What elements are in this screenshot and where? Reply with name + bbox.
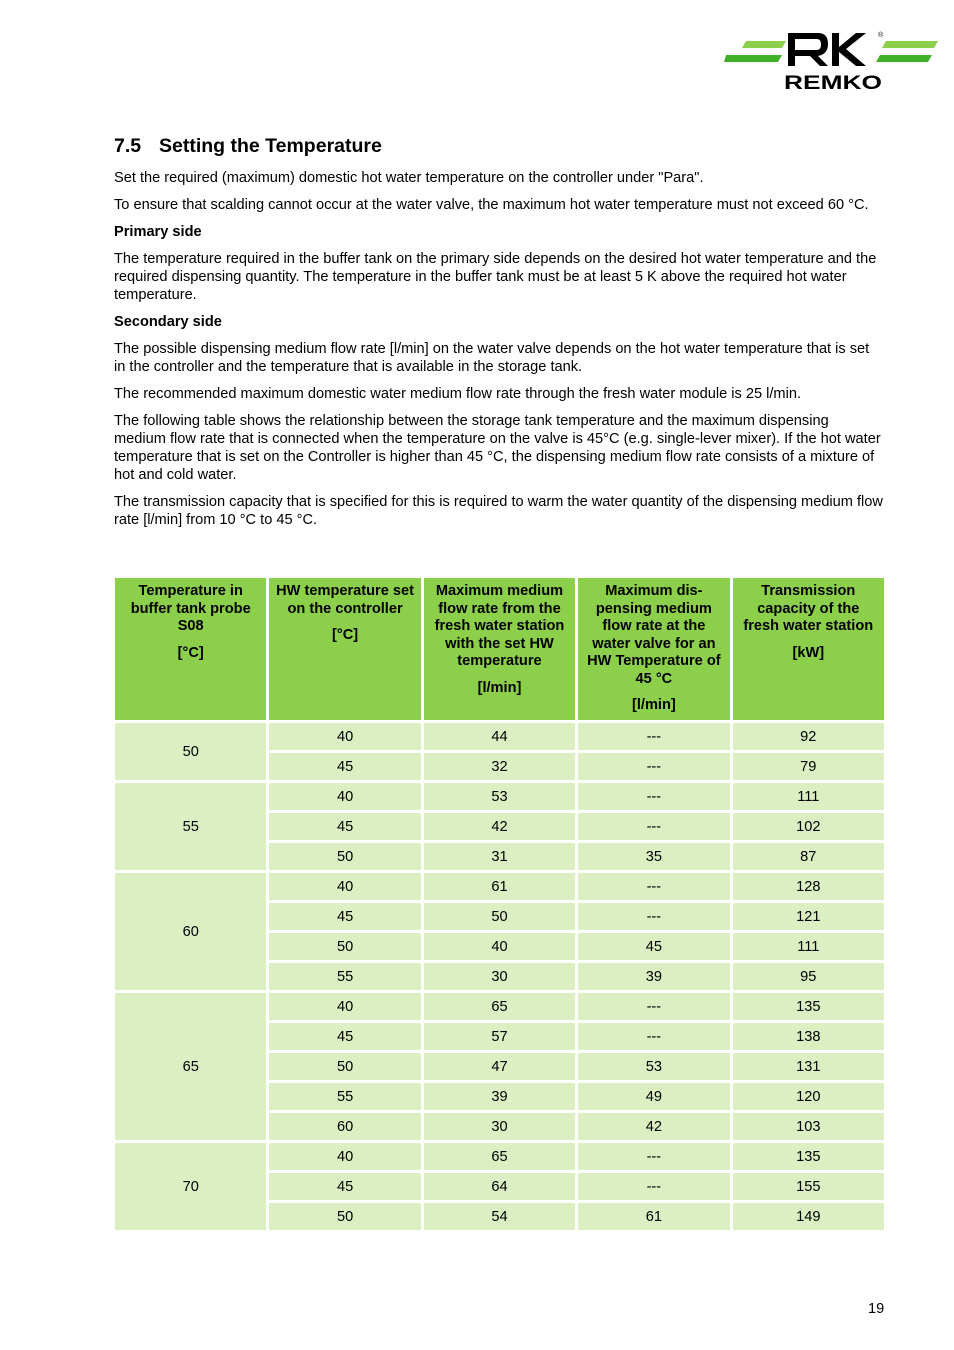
transmission-capacity-cell: 128: [733, 873, 884, 900]
hw-set-temperature-cell: 45: [269, 1023, 420, 1050]
header-label: Maximum dispensing medium flow rate at the water valve for an HW Temperature of 45 °C: [587, 583, 721, 687]
max-dispensing-flow-cell: ---: [578, 873, 729, 900]
transmission-capacity-cell: 138: [733, 1023, 884, 1050]
header-hw-set-temperature: [269, 578, 420, 720]
header-label: HW temperature set on the controller: [276, 583, 415, 617]
hw-set-temperature-cell: 45: [269, 753, 420, 780]
max-dispensing-flow-cell: 35: [578, 843, 729, 870]
logo-green-stripe-right-top: [882, 41, 938, 48]
hw-set-temperature-cell: 55: [269, 963, 420, 990]
hw-set-temperature-cell: 40: [269, 1143, 420, 1170]
max-flow-rate-cell: 39: [424, 1083, 575, 1110]
transmission-capacity-cell: 92: [733, 723, 884, 750]
remko-logo: [724, 28, 938, 94]
hw-set-temperature-cell: 45: [269, 903, 420, 930]
header-label: Temperature in buffer tank probe S08: [130, 583, 251, 634]
transmission-capacity-cell: 102: [733, 813, 884, 840]
max-flow-rate-cell: 30: [424, 1113, 575, 1140]
transmission-capacity-cell: 155: [733, 1173, 884, 1200]
max-dispensing-flow-cell: ---: [578, 1023, 729, 1050]
section-number: 7.5: [114, 135, 142, 157]
paragraph: Set the required (maximum) domestic hot water temperature on the controller under "Para".: [114, 170, 704, 186]
paragraph: The temperature required in the buffer tank on the primary side depends on the desired hot water temperature and the required dispensing quantity. The temperature in the buffer tank must be at least 5 K above the required hot water temperature.: [114, 251, 877, 303]
max-dispensing-flow-cell: ---: [578, 903, 729, 930]
max-dispensing-flow-cell: 42: [578, 1113, 729, 1140]
max-dispensing-flow-cell: 39: [578, 963, 729, 990]
max-flow-rate-cell: 50: [424, 903, 575, 930]
hw-set-temperature-cell: 40: [269, 873, 420, 900]
paragraph: The possible dispensing medium flow rate [l/min] on the water valve depends on the hot water temperature that is set in the controller and the temperature that is available in the storage tank.: [114, 341, 870, 375]
max-dispensing-flow-cell: ---: [578, 1173, 729, 1200]
transmission-capacity-cell: 95: [733, 963, 884, 990]
hw-set-temperature-cell: 50: [269, 933, 420, 960]
hw-set-temperature-cell: 55: [269, 1083, 420, 1110]
paragraph: The following table shows the relationship between the storage tank temperature and the maximum dispensing medium flow rate that is connected when the temperature on the valve is 45°C (e.g. single-lever mixer). If the hot water temperature that is set on the Controller is higher than 45 °C, the dispensing medium flow rate consists of a mixture of hot and cold water.: [114, 413, 881, 483]
buffer-temperature-cell: 65: [115, 993, 266, 1140]
max-flow-rate-cell: 40: [424, 933, 575, 960]
table-row: [115, 873, 884, 900]
transmission-capacity-cell: 79: [733, 753, 884, 780]
hw-set-temperature-cell: 40: [269, 993, 420, 1020]
header-unit: [kW]: [792, 644, 825, 661]
hw-set-temperature-cell: 45: [269, 1173, 420, 1200]
subheading-primary-side: Primary side: [114, 224, 202, 240]
hw-set-temperature-cell: 50: [269, 1053, 420, 1080]
max-flow-rate-cell: 64: [424, 1173, 575, 1200]
max-dispensing-flow-cell: ---: [578, 993, 729, 1020]
max-dispensing-flow-cell: ---: [578, 723, 729, 750]
header-label: Transmission capacity of the fresh water station: [743, 583, 874, 634]
section-heading: [114, 135, 382, 158]
transmission-capacity-cell: 149: [733, 1203, 884, 1230]
buffer-temperature-cell: 60: [115, 873, 266, 990]
max-flow-rate-cell: 53: [424, 783, 575, 810]
header-buffer-temperature: [115, 578, 266, 720]
table-row: [115, 1143, 884, 1170]
buffer-temperature-cell: 70: [115, 1143, 266, 1230]
max-dispensing-flow-cell: 61: [578, 1203, 729, 1230]
max-flow-rate-cell: 61: [424, 873, 575, 900]
max-flow-rate-cell: 65: [424, 993, 575, 1020]
header-max-dispensing-flow: [578, 578, 729, 720]
transmission-capacity-cell: 131: [733, 1053, 884, 1080]
max-flow-rate-cell: 54: [424, 1203, 575, 1230]
table-row: [115, 783, 884, 810]
transmission-capacity-cell: 111: [733, 783, 884, 810]
transmission-capacity-cell: 111: [733, 933, 884, 960]
header-unit: [l/min]: [477, 679, 522, 696]
max-dispensing-flow-cell: 49: [578, 1083, 729, 1110]
logo-brand-text: REMKO: [784, 73, 882, 94]
logo-green-stripe-right-bottom: [876, 55, 932, 62]
hw-set-temperature-cell: 40: [269, 783, 420, 810]
max-flow-rate-cell: 30: [424, 963, 575, 990]
buffer-temperature-cell: 50: [115, 723, 266, 780]
transmission-capacity-cell: 135: [733, 1143, 884, 1170]
paragraph: The transmission capacity that is specified for this is required to warm the water quantity of the dispensing medium flow rate [l/min] from 10 °C to 45 °C.: [114, 494, 883, 528]
body-text: [114, 169, 884, 538]
max-flow-rate-cell: 57: [424, 1023, 575, 1050]
header-max-flow-rate: [424, 578, 575, 720]
logo-green-stripe-left-bottom: [724, 55, 782, 62]
max-dispensing-flow-cell: ---: [578, 753, 729, 780]
max-dispensing-flow-cell: ---: [578, 1143, 729, 1170]
max-dispensing-flow-cell: ---: [578, 783, 729, 810]
flow-rate-table: [112, 575, 887, 1233]
logo-r-mark: [788, 33, 828, 66]
hw-set-temperature-cell: 60: [269, 1113, 420, 1140]
max-flow-rate-cell: 65: [424, 1143, 575, 1170]
table-row: [115, 993, 884, 1020]
transmission-capacity-cell: 121: [733, 903, 884, 930]
transmission-capacity-cell: 135: [733, 993, 884, 1020]
header-label: Maximum medium flow rate from the fresh water station with the set HW temperature: [434, 583, 565, 669]
header-transmission-capacity: [733, 578, 884, 720]
buffer-temperature-cell: 55: [115, 783, 266, 870]
max-dispensing-flow-cell: 45: [578, 933, 729, 960]
logo-k-mark: [832, 33, 866, 66]
paragraph: The recommended maximum domestic water medium flow rate through the fresh water module is 25 l/min.: [114, 386, 801, 402]
table-header-row: [115, 578, 884, 720]
hw-set-temperature-cell: 50: [269, 1203, 420, 1230]
max-flow-rate-cell: 31: [424, 843, 575, 870]
transmission-capacity-cell: 120: [733, 1083, 884, 1110]
max-dispensing-flow-cell: ---: [578, 813, 729, 840]
paragraph: To ensure that scalding cannot occur at the water valve, the maximum hot water temperature must not exceed 60 °C.: [114, 197, 869, 213]
hw-set-temperature-cell: 40: [269, 723, 420, 750]
header-unit: [l/min]: [631, 697, 676, 713]
max-flow-rate-cell: 44: [424, 723, 575, 750]
transmission-capacity-cell: 87: [733, 843, 884, 870]
logo-registered-mark: ®: [878, 32, 884, 39]
header-unit: [°C]: [332, 627, 359, 643]
table-body: [115, 723, 884, 1230]
max-flow-rate-cell: 47: [424, 1053, 575, 1080]
header-unit: [°C]: [177, 644, 204, 661]
transmission-capacity-cell: 103: [733, 1113, 884, 1140]
max-flow-rate-cell: 32: [424, 753, 575, 780]
hw-set-temperature-cell: 50: [269, 843, 420, 870]
table-row: [115, 723, 884, 750]
max-dispensing-flow-cell: 53: [578, 1053, 729, 1080]
section-title: Setting the Temperature: [159, 135, 382, 157]
logo-green-stripe-left-top: [742, 41, 786, 48]
page-number: 19: [868, 1301, 885, 1317]
max-flow-rate-cell: 42: [424, 813, 575, 840]
subheading-secondary-side: Secondary side: [114, 314, 222, 330]
hw-set-temperature-cell: 45: [269, 813, 420, 840]
